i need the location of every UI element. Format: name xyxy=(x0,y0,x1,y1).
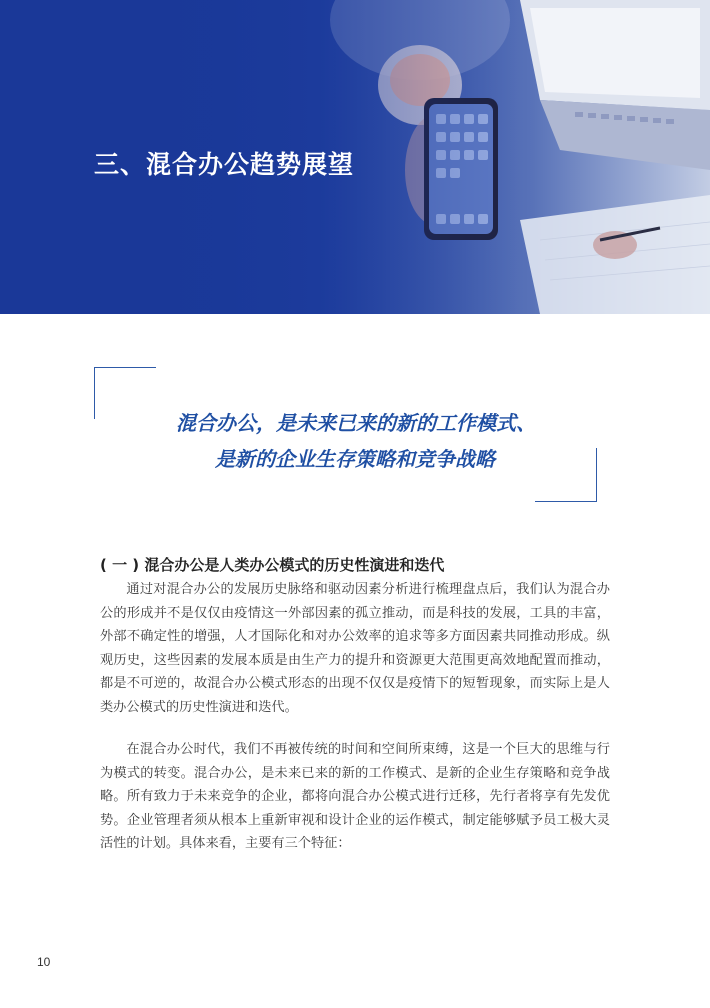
page-title: 三、混合办公趋势展望 xyxy=(94,150,355,179)
paragraph-2: 在混合办公时代，我们不再被传统的时间和空间所束缚，这是一个巨大的思维与行为模式的转变。混合办公，是未来已来的新的工作模式、是新的企业生存策略和竞争战略。所有致力于未来竞争的企业，都将向混合办公模式进行迁移，先行者将享有先发优势。企业管理者须从根本上重新审视和设计企业的运作模式，制定能够赋予员工极大灵活性的计划。具体来看，主要有三个特征： xyxy=(100,742,610,851)
quote-bracket-top-left xyxy=(94,367,156,419)
quote-line-1: 混合办公，是未来已来的新的工作模式、 xyxy=(176,411,536,435)
section-heading: ( 一 ) 混合办公是人类办公模式的历史性演进和迭代 xyxy=(100,556,445,574)
quote-line-2: 是新的企业生存策略和竞争战略 xyxy=(215,447,495,471)
paragraph-1: 通过对混合办公的发展历史脉络和驱动因素分析进行梳理盘点后，我们认为混合办公的形成并不是仅仅由疫情这一外部因素的孤立推动，而是科技的发展，工具的丰富，外部不确定性的增强，人才国际化和对办公效率的追求等多方面因素共同推动形成。纵观历史，这些因素的发展本质是由生产力的提升和资源更大范围更高效地配置而推动，都是不可逆的，故混合办公模式形态的出现不仅仅是疫情下的短暂现象，而实际上是人类办公模式的历史性演进和迭代。 xyxy=(100,582,610,715)
quote-bracket-bottom-right xyxy=(535,448,597,502)
hero-banner xyxy=(0,0,710,314)
page-number: 10 xyxy=(37,955,51,969)
